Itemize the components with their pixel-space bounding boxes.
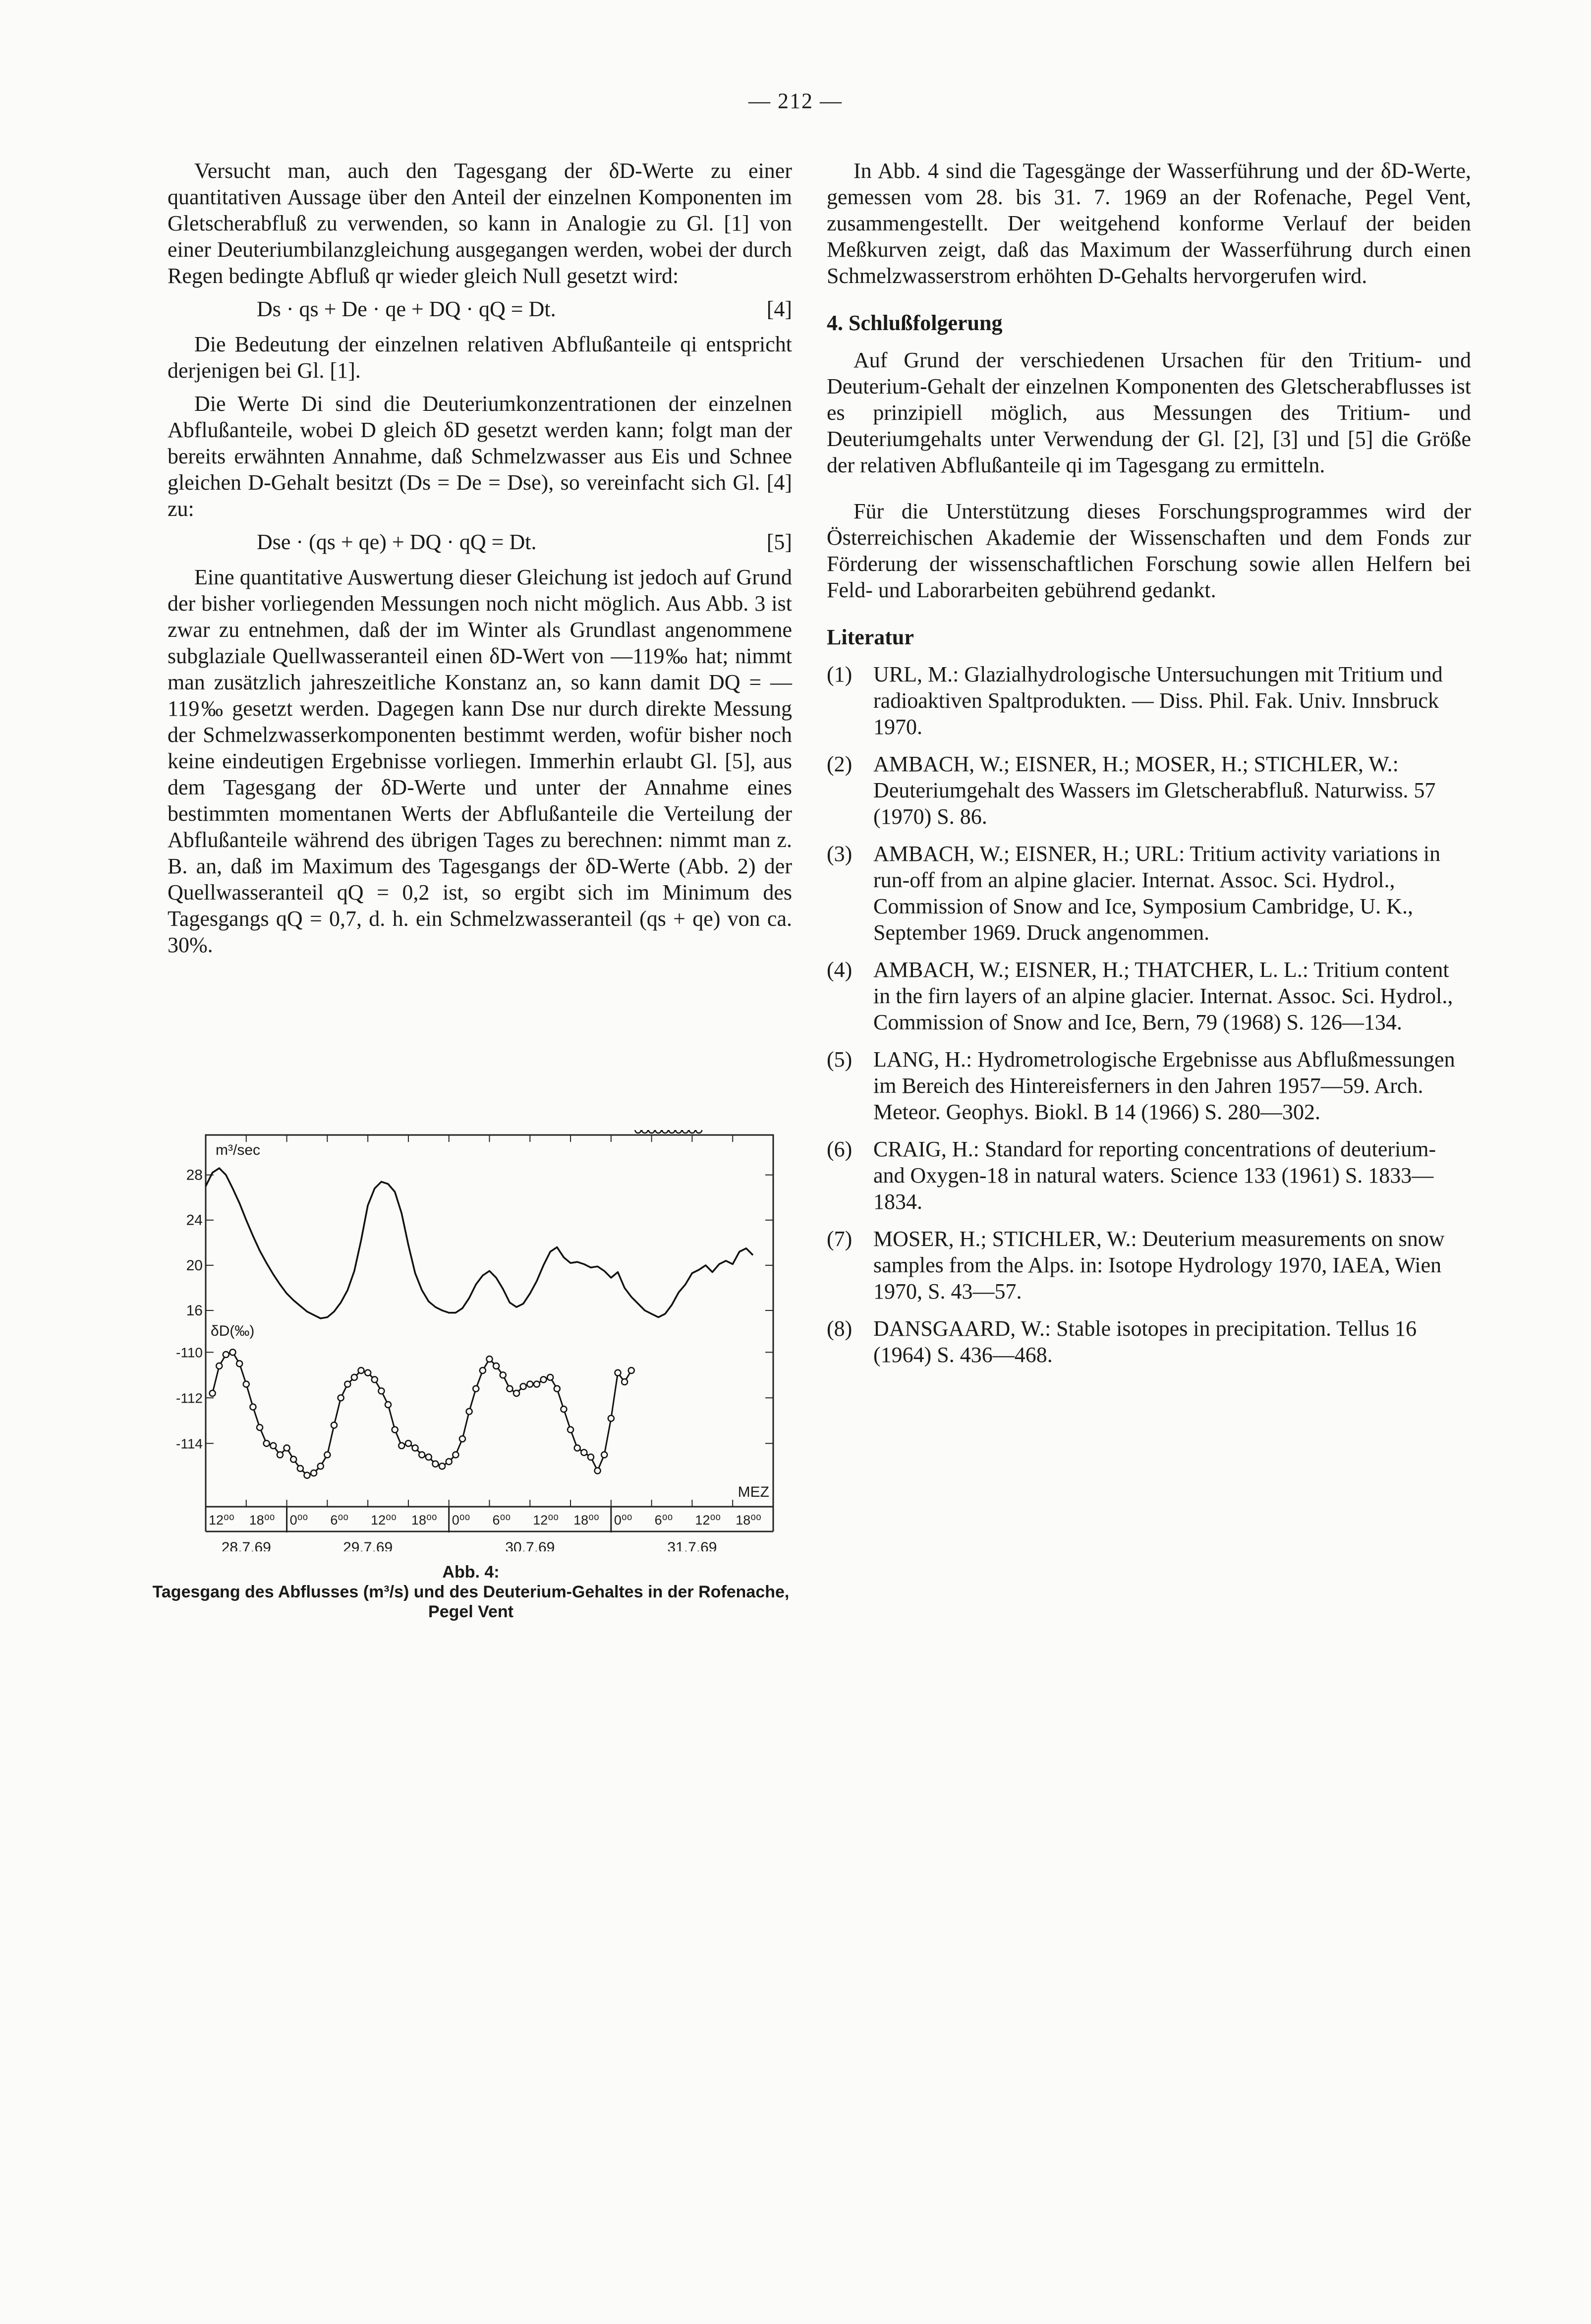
deuterium-point — [446, 1459, 452, 1465]
chart-frame — [206, 1135, 773, 1507]
deuterium-point — [304, 1473, 310, 1478]
x-tick-label: 12⁰⁰ — [533, 1513, 559, 1528]
reference-item — [827, 751, 1471, 830]
y-tick-label-deuterium: -114 — [176, 1436, 203, 1452]
day-label: 31.7.69 — [667, 1539, 717, 1551]
section-heading-literatur: Literatur — [827, 625, 914, 649]
deuterium-point — [405, 1440, 411, 1446]
day-label: 29.7.69 — [343, 1539, 393, 1551]
deuterium-point — [257, 1424, 263, 1430]
x-tick-label: 0⁰⁰ — [614, 1513, 632, 1528]
deuterium-point — [547, 1374, 553, 1380]
deuterium-point — [662, 1130, 668, 1133]
reference-number: (8) — [827, 1316, 852, 1341]
reference-number: (1) — [827, 662, 852, 686]
deuterium-point — [426, 1454, 432, 1460]
paragraph-abb4: In Abb. 4 sind die Tagesgänge der Wasserführung und der δD-Werte, gemessen vom 28. bis 31. 7. 1969 an der Rofenache, Pegel Vent, zusammengestellt. Der weitgehend konforme Verlauf der beiden Meßkurven zeigt, daß das Maximum der Wasserführung durch einen Schmelzwasserstrom erhöhten D-Gehalts hervorgerufen wird. — [827, 159, 1471, 288]
reference-item — [827, 1046, 1471, 1125]
caption-text: Tagesgang des Abflusses (m³/s) und des Deuterium-Gehaltes in der Rofenache, Pegel Vent — [152, 1583, 790, 1621]
deuterium-point — [608, 1416, 614, 1421]
reference-item — [827, 957, 1471, 1035]
deuterium-point — [284, 1445, 290, 1451]
equation-4-label: [4] — [766, 297, 792, 321]
deuterium-point — [432, 1461, 438, 1467]
chart-tagesgang — [171, 1130, 781, 1551]
reference-number: (2) — [827, 752, 852, 776]
deuterium-point — [649, 1130, 655, 1133]
deuterium-point — [270, 1443, 276, 1449]
deuterium-point — [385, 1402, 391, 1408]
reference-text: URL, M.: Glazialhydrologische Untersuchungen mit Tritium und radioaktiven Spaltprodukten. — Diss. Phil. Fak. Univ. Innsbruck 1970. — [873, 662, 1443, 739]
y-axis-label-deuterium: δD(‰) — [211, 1323, 255, 1339]
equation-4 — [168, 296, 792, 322]
deuterium-point — [642, 1130, 648, 1133]
deuterium-point — [297, 1466, 303, 1472]
deuterium-point — [507, 1386, 512, 1392]
paragraph-3: Die Werte Di sind die Deuteriumkonzentrationen der einzelnen Abflußanteile, wobei D gleich δD gesetzt werden kann; folgt man der bereits erwähnten Annahme, daß Schmelzwasser aus Eis und Schnee gleichen D-Gehalt besitzt (Ds = De = Dse), so vereinfacht sich Gl. [4] zu: — [168, 392, 792, 521]
x-tick-label: 0⁰⁰ — [452, 1513, 470, 1528]
deuterium-point — [358, 1367, 364, 1373]
deuterium-point — [622, 1379, 627, 1385]
deuterium-point — [392, 1427, 398, 1433]
deuterium-point — [574, 1445, 580, 1451]
deuterium-point — [466, 1409, 472, 1415]
paragraph-4: Eine quantitative Auswertung dieser Gleichung ist jedoch auf Grund der bisher vorliegenden Messungen noch nicht möglich. Aus Abb. 3 ist zwar zu entnehmen, daß der im Winter als Grundlast angenommene subglaziale Quellwasseranteil einen δD-Wert von —119‰ hat; nimmt man zusätzlich jahreszeitliche Konstanz an, so kann damit DQ = —119‰ gesetzt werden. Dagegen kann Dse nur durch direkte Messung der Schmelzwasserkomponenten bestimmt werden, wofür bisher noch keine eindeutigen Ergebnisse vorliegen. Immerhin erlaubt Gl. [5], aus dem Tagesgang der δD-Werte und unter der Annahme eines bestimmten momentanen Werts der Abflußanteile die Verteilung der Abflußanteile während des übrigen Tages zu berechnen: nimmt man z. B. an, daß im Maximum des Tagesgangs der δD-Werte (Abb. 2) der Quellwasseranteil qQ = 0,2 ist, so ergibt sich im Minimum des Tagesgangs qQ = 0,7, d. h. ein Schmelzwasseranteil (qs + qe) von ca. 30%. — [168, 565, 792, 957]
reference-item — [827, 661, 1471, 740]
deuterium-point — [412, 1445, 418, 1451]
deuterium-point — [223, 1352, 229, 1358]
reference-item — [827, 1226, 1471, 1304]
caption-title: Abb. 4: — [442, 1563, 500, 1582]
y-tick-label-discharge: 20 — [186, 1257, 203, 1274]
day-label: 28.7.69 — [221, 1539, 271, 1551]
deuterium-point — [487, 1356, 493, 1362]
x-axis-label: MEZ — [738, 1484, 769, 1500]
deuterium-point — [365, 1370, 371, 1376]
deuterium-point — [351, 1374, 357, 1380]
deuterium-point — [669, 1130, 675, 1133]
right-column — [827, 158, 1471, 1379]
deuterium-point — [520, 1383, 526, 1389]
day-label: 30.7.69 — [505, 1539, 555, 1551]
deuterium-point — [493, 1363, 499, 1369]
reference-item — [827, 841, 1471, 946]
left-column — [168, 158, 792, 965]
discharge-series-line — [206, 1168, 753, 1318]
deuterium-point — [398, 1443, 404, 1449]
x-tick-label: 18⁰⁰ — [573, 1513, 599, 1528]
x-tick-label: 6⁰⁰ — [330, 1513, 349, 1528]
y-axis-label-discharge: m³/sec — [216, 1142, 260, 1158]
deuterium-point — [243, 1381, 249, 1387]
reference-item — [827, 1315, 1471, 1368]
deuterium-point — [230, 1349, 236, 1355]
deuterium-point — [480, 1367, 486, 1373]
reference-number: (7) — [827, 1227, 852, 1251]
x-tick-label: 6⁰⁰ — [654, 1513, 673, 1528]
reference-number: (4) — [827, 958, 852, 982]
deuterium-point — [588, 1454, 594, 1460]
equation-5-label: [5] — [766, 530, 792, 554]
paragraph-1: Versucht man, auch den Tagesgang der δD-Werte zu einer quantitativen Aussage über den Anteil der einzelnen Komponenten im Gletscherabfluß zu verwenden, so kann in Analogie zu Gl. [1] von einer Deuteriumbilanzgleichung ausgegangen werden, wobei der durch Regen bedingte Abfluß qr wieder gleich Null gesetzt wird: — [168, 159, 792, 288]
reference-item — [827, 1136, 1471, 1215]
deuterium-point — [581, 1450, 587, 1456]
deuterium-point — [459, 1436, 465, 1442]
deuterium-point — [290, 1456, 296, 1462]
paragraph-acknowledgement: Für die Unterstützung dieses Forschungsprogrammes wird der Österreichischen Akademie der Wissenschaften und dem Fonds zur Förderung der wissenschaftlichen Forschung sowie allen Helfern bei Feld- und Laborarbeiten gebührend gedankt. — [827, 499, 1471, 602]
reference-text: AMBACH, W.; EISNER, H.; THATCHER, L. L.: Tritium content in the firn layers of an alpine glacier. Internat. Assoc. Sci. Hydrol., Commission of Snow and Ice, Bern, 79 (1968) S. 126—134. — [873, 958, 1453, 1034]
deuterium-point — [439, 1463, 445, 1469]
reference-text: AMBACH, W.; EISNER, H.; MOSER, H.; STICHLER, W.: Deuteriumgehalt des Wassers im Gletscherabfluß. Naturwiss. 57 (1970) S. 86. — [873, 752, 1436, 829]
y-tick-label-discharge: 16 — [186, 1303, 203, 1319]
equation-5 — [168, 529, 792, 555]
figure-caption — [134, 1562, 808, 1622]
deuterium-point — [250, 1404, 256, 1410]
deuterium-point — [500, 1372, 506, 1378]
y-tick-label-deuterium: -110 — [176, 1345, 203, 1360]
reference-text: LANG, H.: Hydrometrologische Ergebnisse aus Abflußmessungen im Bereich des Hintereisferners in den Jahren 1957—59. Arch. Meteor. Geophys. Biokl. B 14 (1966) S. 280—302. — [873, 1047, 1455, 1124]
equation-5-text: Dse · (qs + qe) + DQ · qQ = Dt. — [257, 530, 537, 554]
deuterium-point — [568, 1427, 573, 1433]
deuterium-point — [561, 1406, 567, 1412]
figure-abb-4 — [171, 1130, 781, 1551]
x-tick-label: 6⁰⁰ — [492, 1513, 511, 1528]
deuterium-point — [318, 1463, 324, 1469]
deuterium-point — [696, 1130, 702, 1133]
deuterium-point — [601, 1452, 607, 1458]
deuterium-point — [372, 1377, 378, 1383]
reference-text: AMBACH, W.; EISNER, H.; URL: Tritium activity variations in run-off from an alpine glacier. Internat. Assoc. Sci. Hydrol., Commission of Snow and Ice, Symposium Cambridge, U. K., September 1969. Druck angenommen. — [873, 842, 1441, 945]
deuterium-point — [344, 1381, 350, 1387]
deuterium-point — [236, 1360, 242, 1366]
deuterium-point — [628, 1367, 634, 1373]
reference-text: CRAIG, H.: Standard for reporting concentrations of deuterium- and Oxygen-18 in natural waters. Science 133 (1961) S. 1833—1834. — [873, 1137, 1436, 1214]
deuterium-point — [534, 1381, 540, 1387]
x-tick-label: 12⁰⁰ — [209, 1513, 234, 1528]
deuterium-point — [324, 1452, 330, 1458]
deuterium-point — [689, 1130, 695, 1133]
deuterium-point — [595, 1468, 601, 1474]
x-tick-label: 18⁰⁰ — [411, 1513, 437, 1528]
deuterium-point — [527, 1381, 533, 1387]
deuterium-point — [277, 1452, 283, 1458]
deuterium-point — [453, 1452, 458, 1458]
deuterium-point — [541, 1377, 547, 1383]
deuterium-point — [635, 1130, 641, 1133]
y-tick-label-discharge: 24 — [186, 1212, 203, 1229]
y-tick-label-discharge: 28 — [186, 1167, 203, 1184]
reference-number: (3) — [827, 842, 852, 866]
reference-number: (5) — [827, 1047, 852, 1072]
x-tick-label: 12⁰⁰ — [695, 1513, 721, 1528]
reference-text: MOSER, H.; STICHLER, W.: Deuterium measurements on snow samples from the Alps. in: Isotope Hydrology 1970, IAEA, Wien 1970, S. 43—57. — [873, 1227, 1445, 1304]
reference-text: DANSGAARD, W.: Stable isotopes in precipitation. Tellus 16 (1964) S. 436—468. — [873, 1316, 1417, 1367]
deuterium-point — [311, 1470, 317, 1476]
deuterium-point — [419, 1452, 425, 1458]
x-tick-label: 12⁰⁰ — [371, 1513, 397, 1528]
equation-4-text: Ds · qs + De · qe + DQ · qQ = Dt. — [257, 297, 556, 321]
paragraph-2: Die Bedeutung der einzelnen relativen Abflußanteile qi entspricht derjenigen bei Gl. [1]. — [168, 332, 792, 383]
deuterium-point — [682, 1130, 688, 1133]
deuterium-point — [338, 1395, 344, 1401]
reference-list — [827, 661, 1471, 1368]
deuterium-point — [554, 1386, 560, 1392]
deuterium-point — [676, 1130, 682, 1133]
deuterium-point — [615, 1370, 621, 1376]
section-heading-schlussfolgerung: 4. Schlußfolgerung — [827, 311, 1003, 335]
deuterium-point — [655, 1130, 661, 1133]
deuterium-point — [378, 1388, 384, 1394]
reference-number: (6) — [827, 1137, 852, 1161]
deuterium-point — [473, 1386, 479, 1392]
deuterium-point — [331, 1422, 337, 1428]
page-number: — 212 — — [748, 89, 843, 113]
y-tick-label-deuterium: -112 — [176, 1390, 203, 1406]
x-tick-label: 18⁰⁰ — [249, 1513, 275, 1528]
x-tick-label: 0⁰⁰ — [289, 1513, 308, 1528]
deuterium-point — [210, 1390, 216, 1396]
paragraph-conclusion: Auf Grund der verschiedenen Ursachen für den Tritium- und Deuterium-Gehalt der einzelnen Komponenten des Gletscherabflusses ist es prinzipiell möglich, aus Messungen des Tritium- und Deuteriumgehalts unter Verwendung der Gl. [2], [3] und [5] die Größe der relativen Abflußanteile qi im Tagesgang zu ermitteln. — [827, 348, 1471, 477]
deuterium-point — [264, 1440, 270, 1446]
deuterium-point — [216, 1363, 222, 1369]
deuterium-point — [513, 1390, 519, 1396]
x-tick-label: 18⁰⁰ — [736, 1513, 761, 1528]
